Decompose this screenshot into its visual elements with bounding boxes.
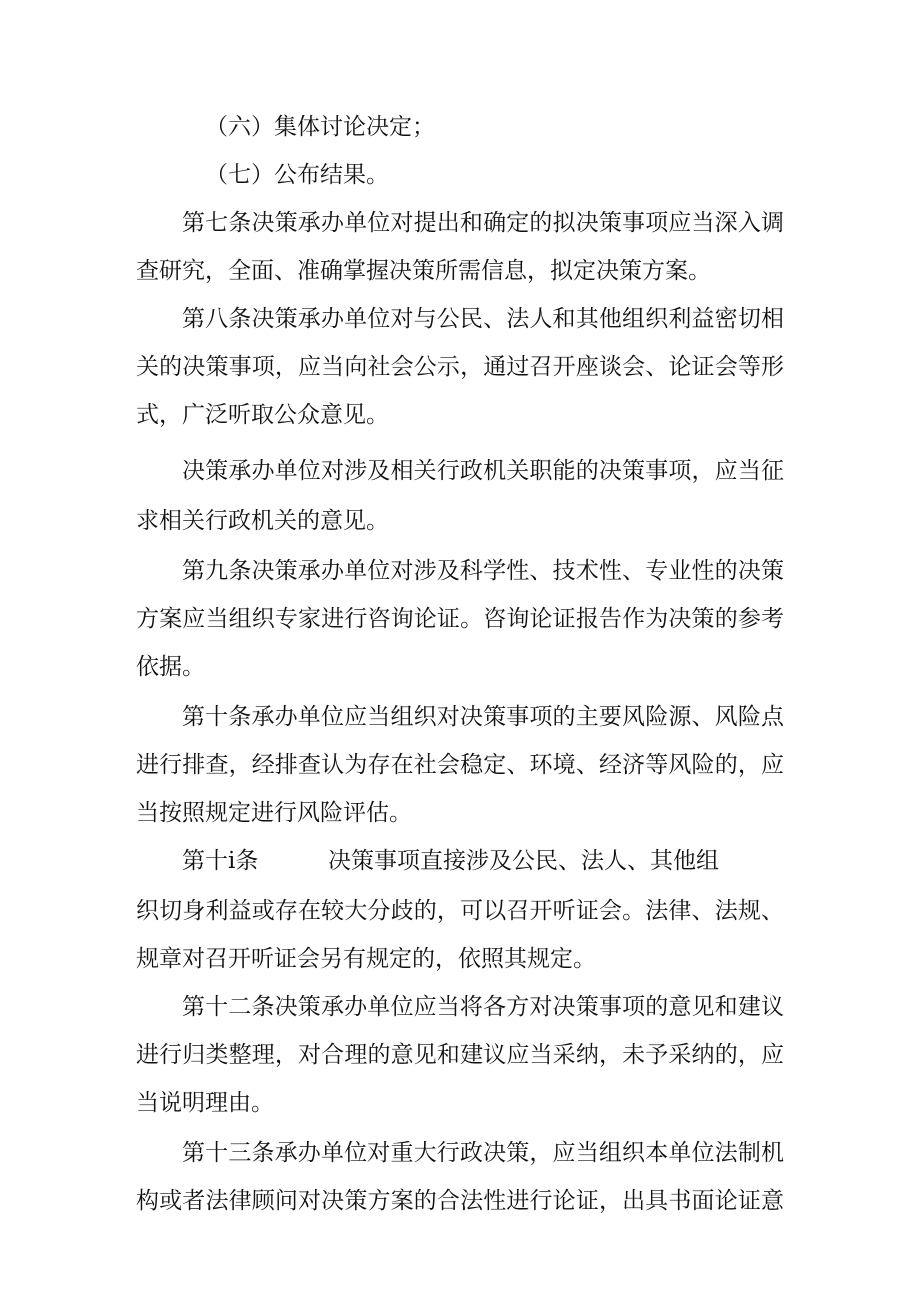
text-line: 决策事项直接涉及公民、法人、其他组 [328, 848, 719, 874]
text-line: 当说明理由。 [136, 1090, 274, 1116]
text-line: 依据。 [136, 654, 205, 680]
text-line: 进行排查，经排查认为存在社会稳定、环境、经济等风险的，应 [136, 752, 784, 778]
text-line: 第十三条承办单位对重大行政决策，应当组织本单位法制机 [182, 1140, 784, 1166]
text-line: 规章对召开听证会另有规定的，依照其规定。 [136, 946, 596, 972]
text-line: 式，广泛听取公众意见。 [136, 402, 389, 428]
text-line: 构或者法律顾问对决策方案的合法性进行论证，出具书面论证意 [136, 1188, 784, 1214]
text-line: （六）集体讨论决定； [205, 114, 435, 140]
text-line: 决策承办单位对涉及相关行政机关职能的决策事项，应当征 [182, 458, 784, 484]
text-line: 关的决策事项，应当向社会公示，通过召开座谈会、论证会等形 [136, 354, 784, 380]
text-line: 方案应当组织专家进行咨询论证。咨询论证报告作为决策的参考 [136, 606, 784, 632]
text-line: 第十条承办单位应当组织对决策事项的主要风险源、风险点 [182, 704, 784, 730]
text-line: 第九条决策承办单位对涉及科学性、技术性、专业性的决策 [182, 558, 784, 584]
text-line: 求相关行政机关的意见。 [136, 508, 389, 534]
text-line: 当按照规定进行风险评估。 [136, 800, 412, 826]
text-line: 进行归类整理，对合理的意见和建议应当采纳，未予采纳的，应 [136, 1042, 784, 1068]
text-line: 第八条决策承办单位对与公民、法人和其他组织利益密切相 [182, 306, 784, 332]
text-line: 第七条决策承办单位对提出和确定的拟决策事项应当深入调 [182, 210, 784, 236]
text-line: 查研究，全面、准确掌握决策所需信息，拟定决策方案。 [136, 258, 711, 284]
text-line: （七）公布结果。 [205, 162, 389, 188]
text-line: 第十二条决策承办单位应当将各方对决策事项的意见和建议 [182, 994, 784, 1020]
text-line: 织切身利益或存在较大分歧的，可以召开听证会。法律、法规、 [136, 898, 784, 924]
article-number: 第十i条 [182, 848, 259, 874]
